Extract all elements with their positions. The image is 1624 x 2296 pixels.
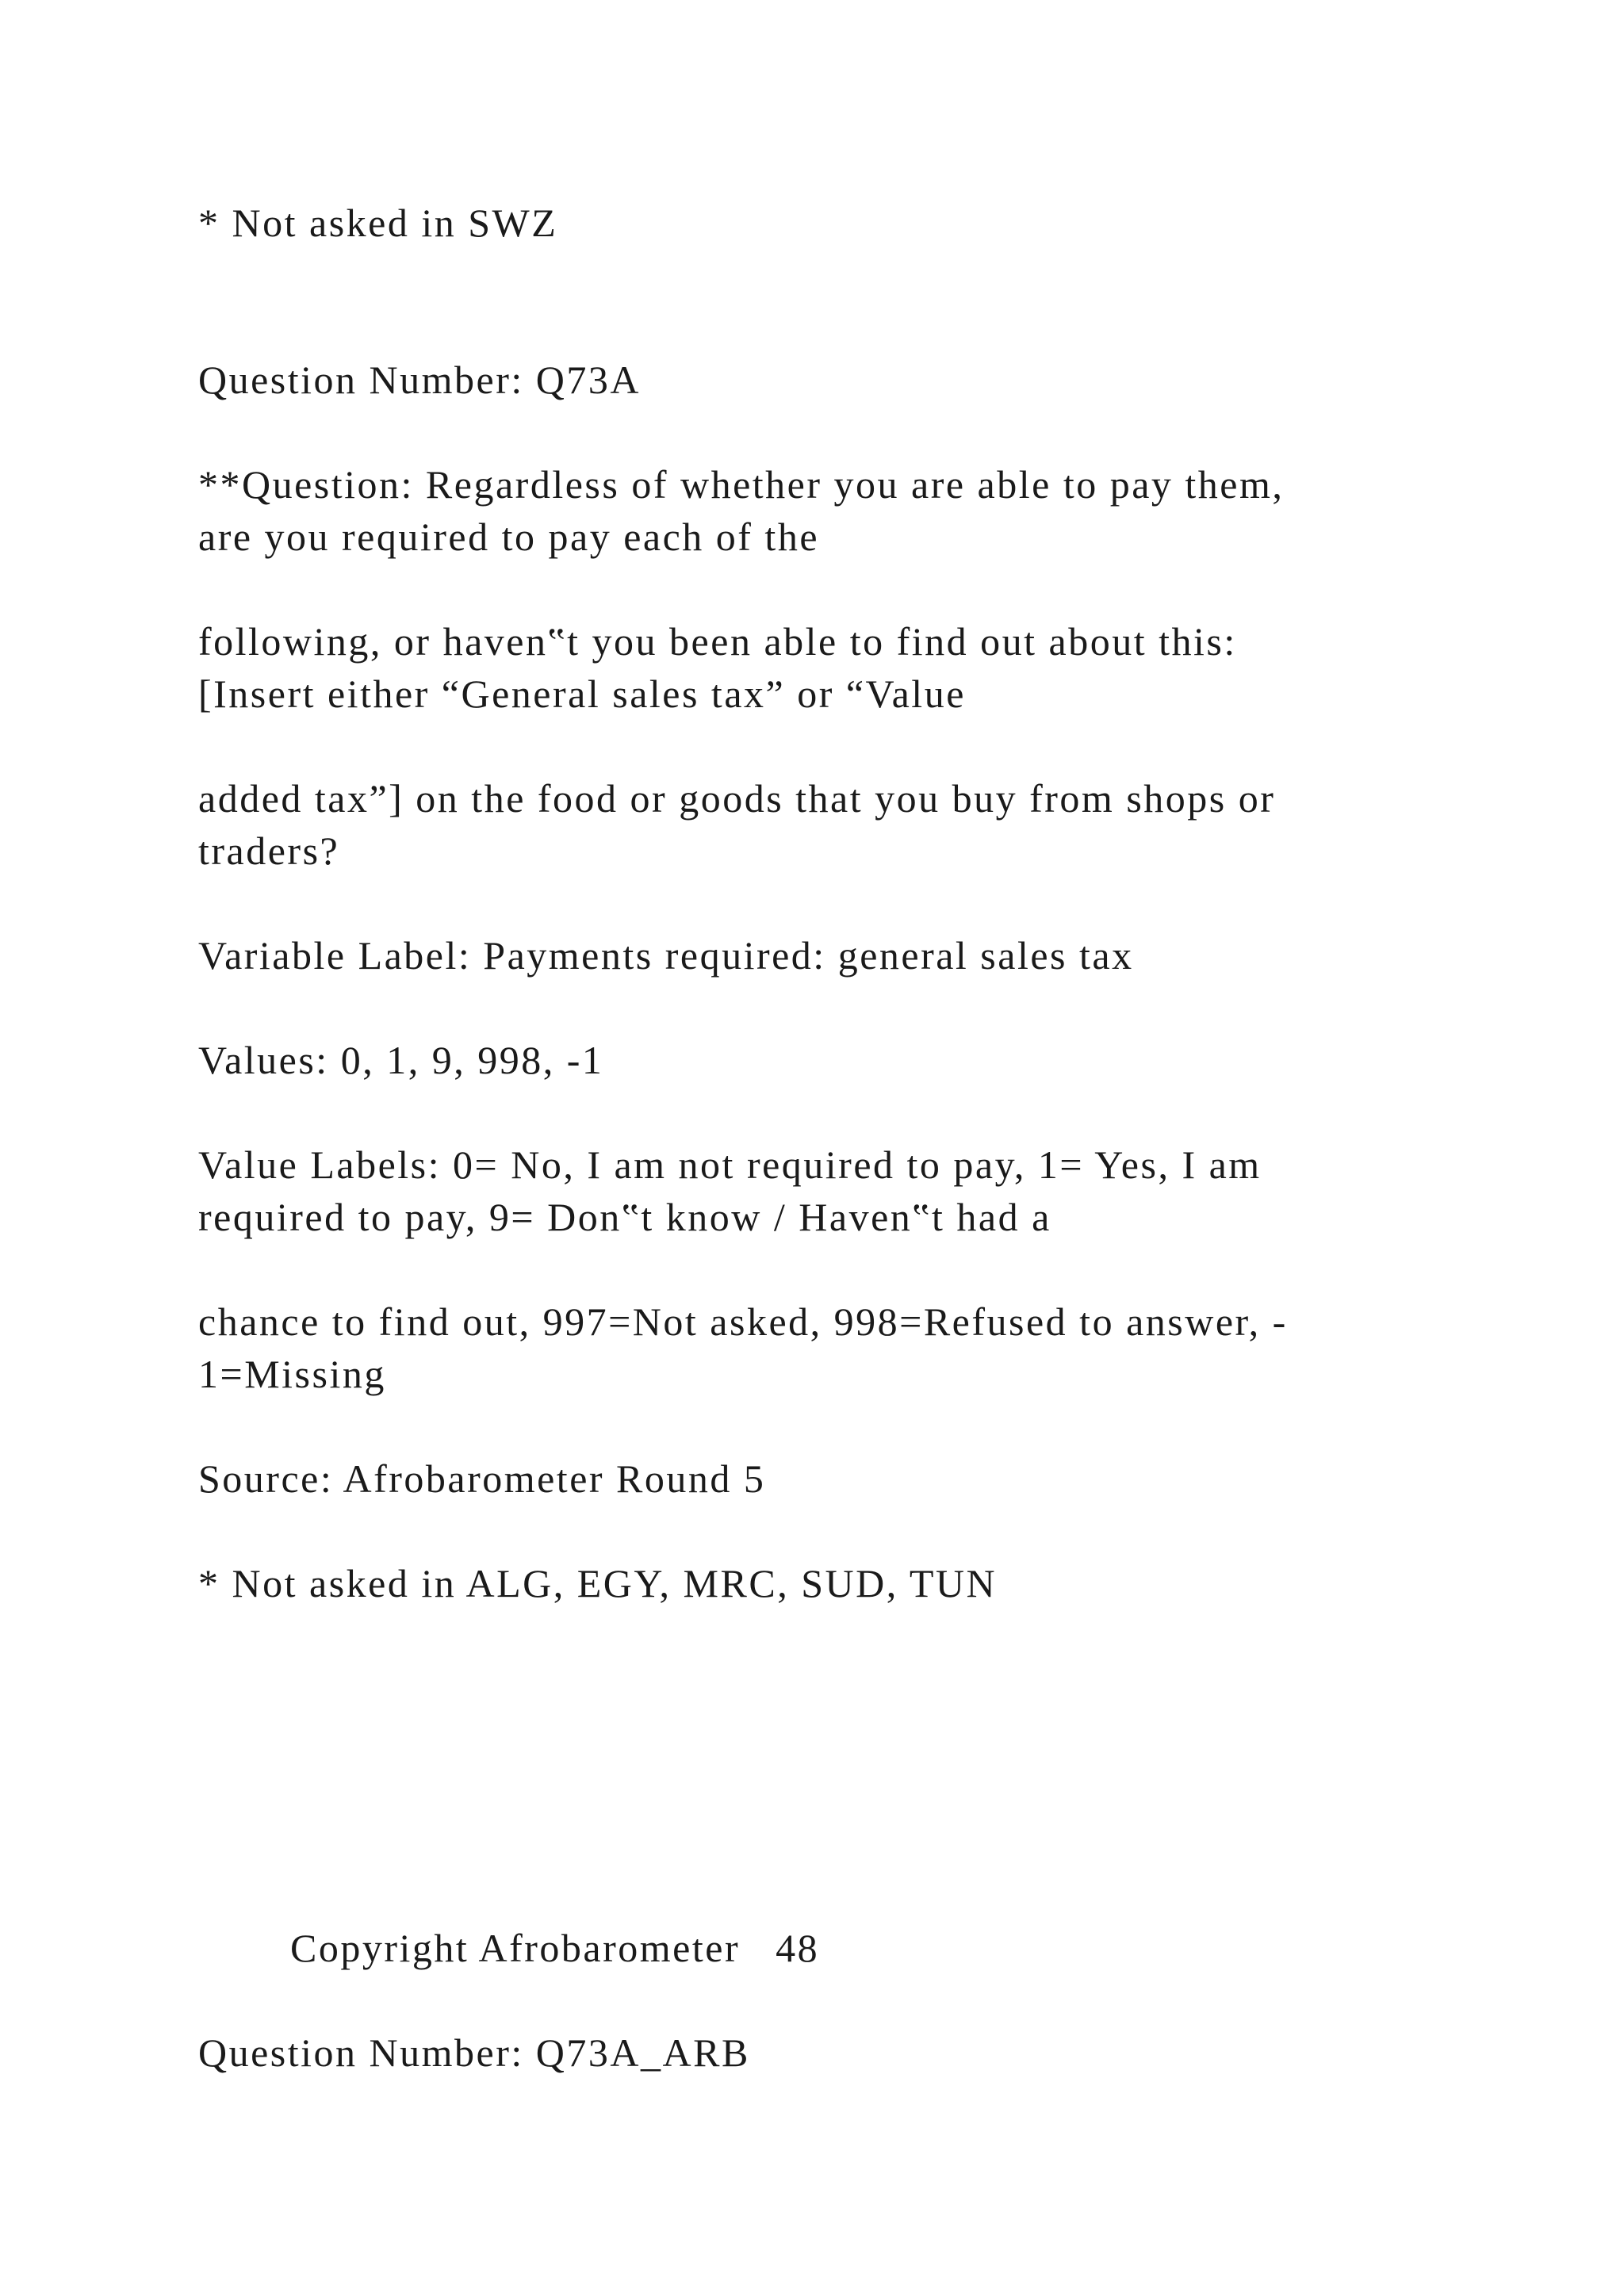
question-text-line: [Insert either “General sales tax” or “Value bbox=[198, 672, 966, 716]
variable-label: Variable Label: Payments required: general sales tax bbox=[198, 933, 1134, 978]
value-labels-line: 1=Missing bbox=[198, 1352, 386, 1396]
value-labels-line: chance to find out, 997=Not asked, 998=Refused to answer, - bbox=[198, 1299, 1288, 1344]
question-text-line: **Question: Regardless of whether you are able to pay them, bbox=[198, 462, 1285, 507]
value-labels-line: Value Labels: 0= No, I am not required to pay, 1= Yes, I am bbox=[198, 1142, 1262, 1187]
top-note: * Not asked in SWZ bbox=[198, 201, 558, 245]
question-text-line: are you required to pay each of the bbox=[198, 515, 820, 559]
page-footer: Copyright Afrobarometer 48 bbox=[290, 1926, 820, 1970]
not-asked-note: * Not asked in ALG, EGY, MRC, SUD, TUN bbox=[198, 1561, 998, 1605]
question-text-line: traders? bbox=[198, 828, 340, 873]
question-number: Question Number: Q73A bbox=[198, 358, 641, 402]
question-text-line: added tax”] on the food or goods that you buy from shops or bbox=[198, 776, 1276, 821]
next-question-number: Question Number: Q73A_ARB bbox=[198, 2030, 750, 2075]
values: Values: 0, 1, 9, 998, -1 bbox=[198, 1038, 604, 1082]
question-text-line: following, or haven‟t you been able to find out about this: bbox=[198, 619, 1237, 664]
source: Source: Afrobarometer Round 5 bbox=[198, 1456, 766, 1501]
value-labels-line: required to pay, 9= Don‟t know / Haven‟t had a bbox=[198, 1195, 1051, 1239]
